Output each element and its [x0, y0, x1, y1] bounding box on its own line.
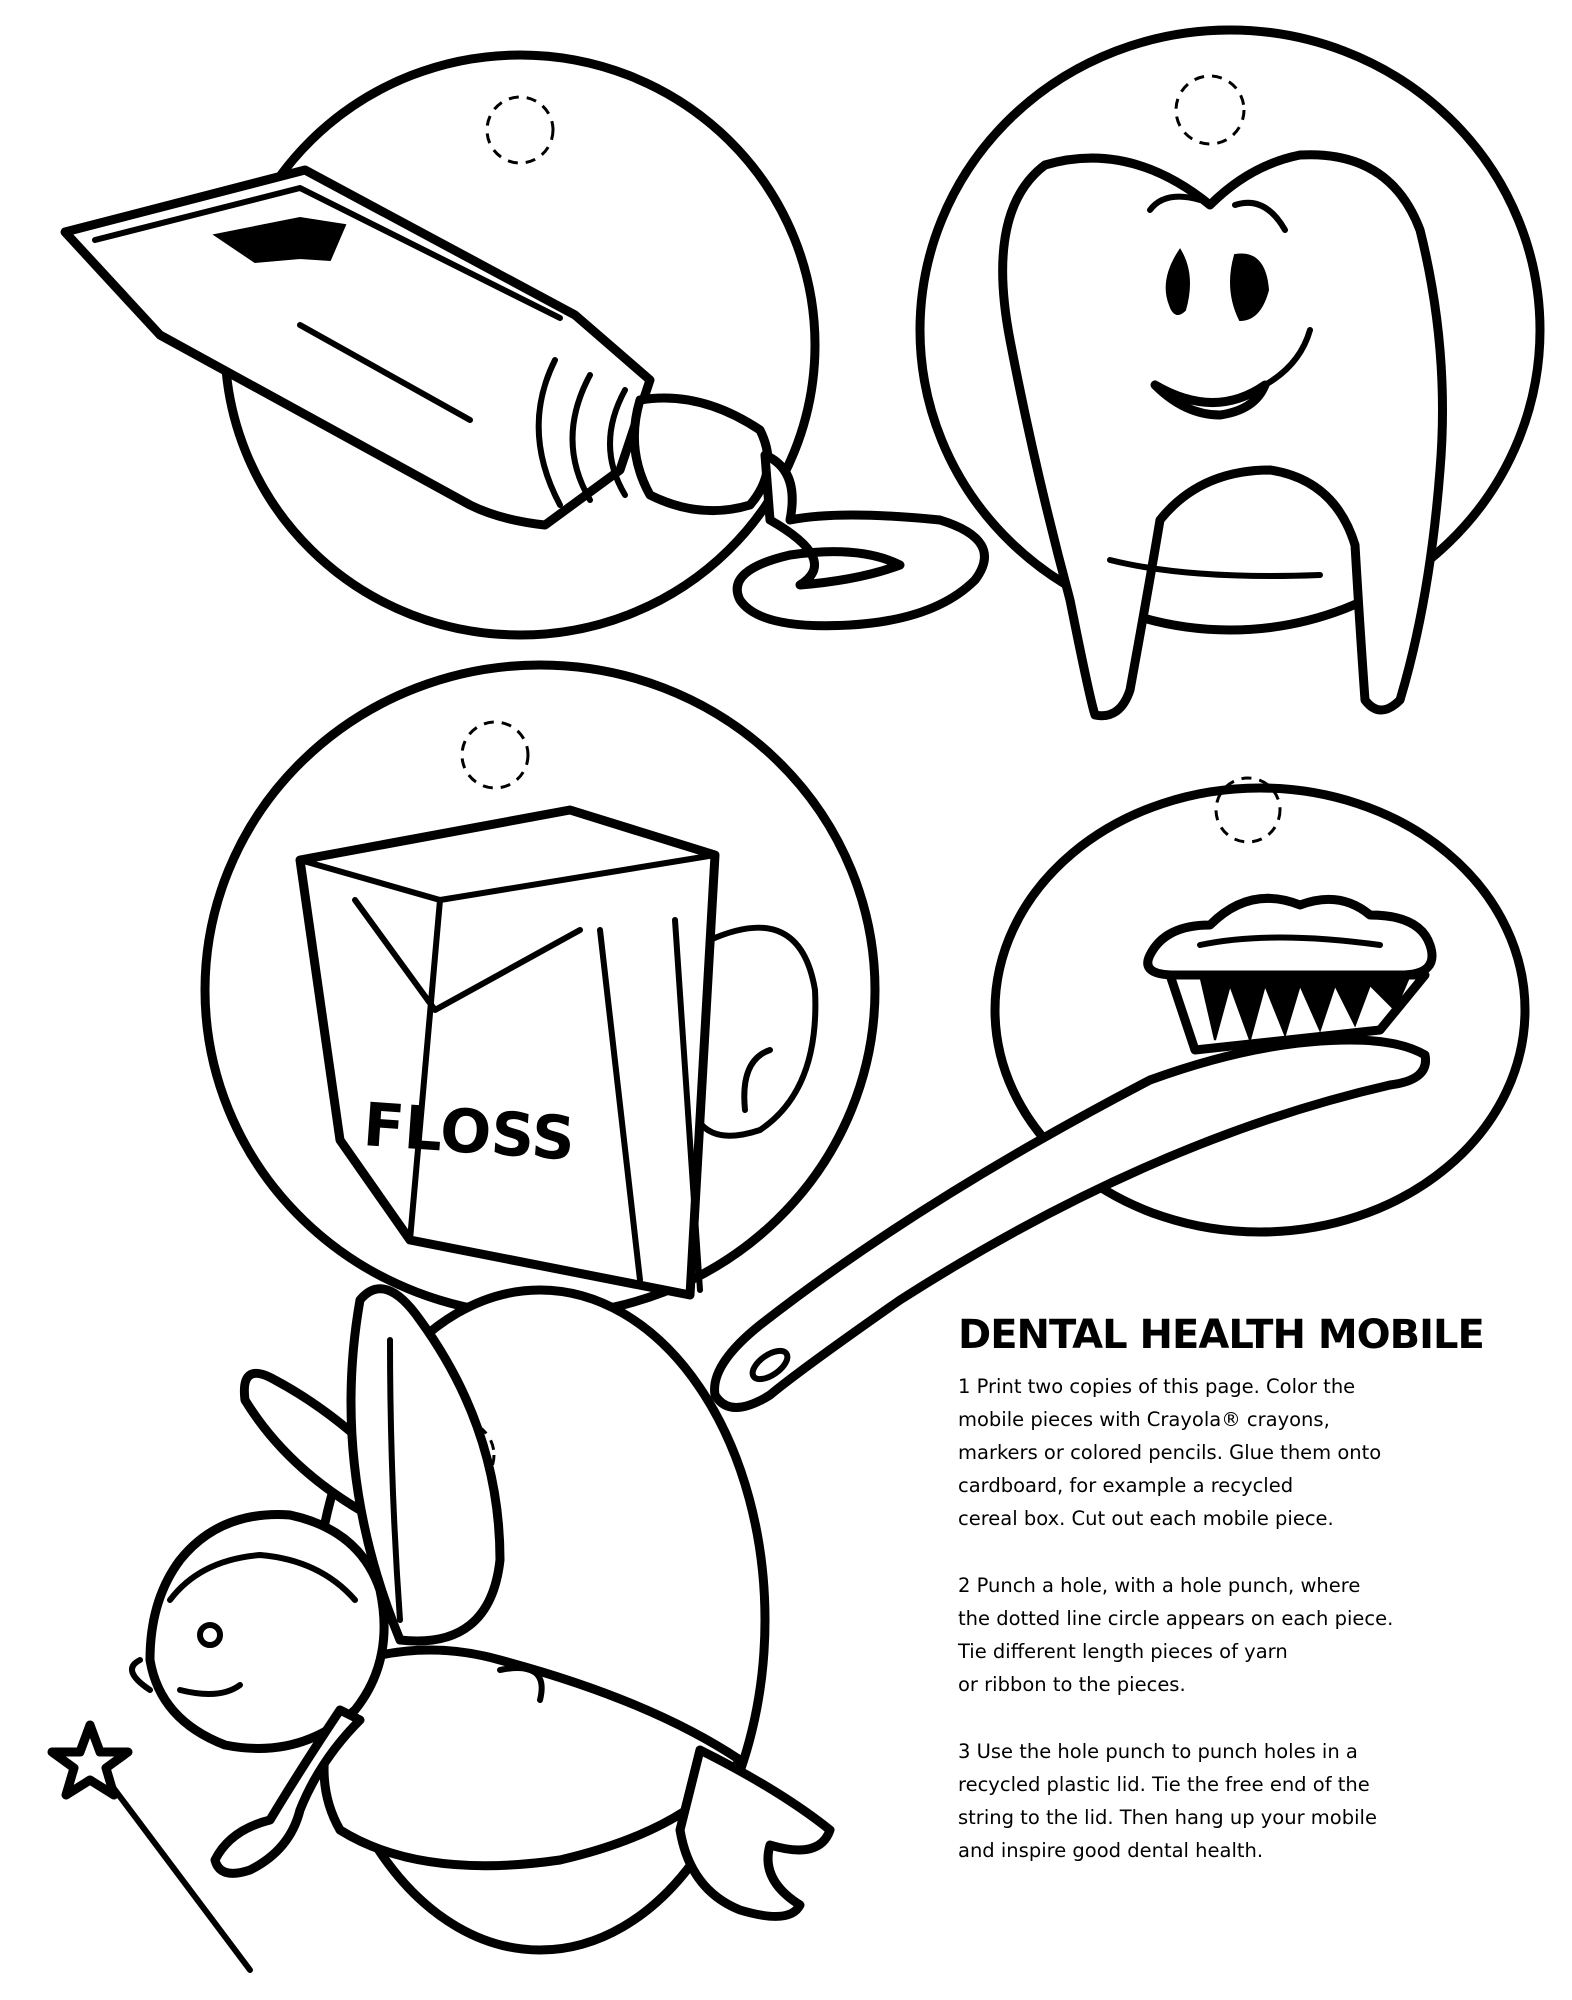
fairy-wand-star — [52, 1725, 128, 1795]
floss-piece — [205, 665, 875, 1315]
instruction-step-2: 2 Punch a hole, with a hole punch, where the dotted line circle appears on each piece. Tie different length pieces of yarn or ribbon to the pieces. — [958, 1574, 1394, 1696]
toothpaste-paste-swirl — [737, 455, 984, 626]
page-title: DENTAL HEALTH MOBILE — [958, 1312, 1484, 1358]
toothpaste-piece — [65, 55, 984, 635]
instruction-step-3: 3 Use the hole punch to punch holes in a recycled plastic lid. Tie the free end of the string to the lid. Then hang up your mobile and inspire good dental health. — [958, 1740, 1377, 1862]
tooth-piece — [920, 30, 1540, 716]
instruction-step-1: 1 Print two copies of this page. Color the mobile pieces with Crayola® crayons, markers or colored pencils. Glue them onto cardboard, for example a recycled cereal box. Cut out each mobile piece. — [958, 1375, 1382, 1530]
instructions-panel — [958, 1312, 1558, 1901]
fairy-legs — [680, 1750, 830, 1916]
floss-box-label: FLOSS — [360, 1090, 578, 1175]
